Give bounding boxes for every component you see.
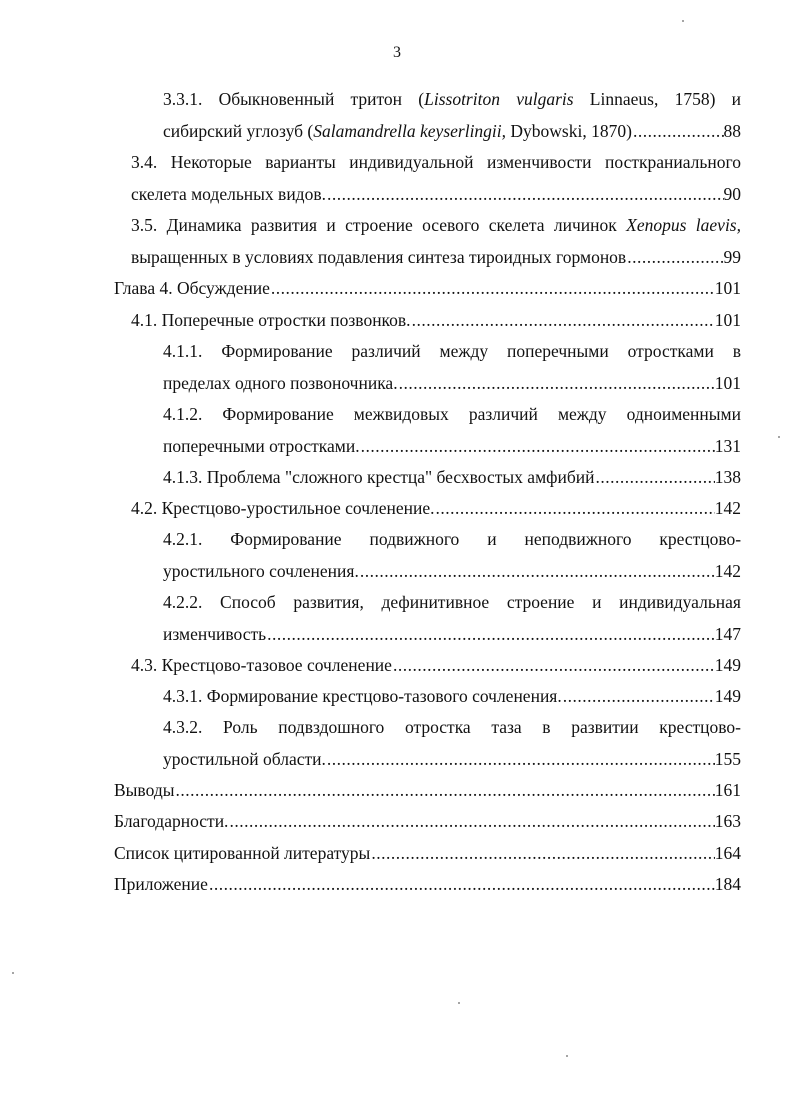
leader-dots: [562, 681, 715, 711]
leader-dots: [392, 650, 715, 680]
toc-page-number: 101: [714, 373, 741, 393]
toc-entry-line: Список цитированной литературы ..... 164: [114, 838, 741, 868]
toc-page-number: 149: [714, 686, 741, 706]
toc-entry-line: скелета модельных видов. ..... 90: [131, 179, 741, 209]
toc-entry-line: 4.1.3. Проблема "сложного крестца" бесхвостых амфибий ..... 138: [163, 462, 741, 492]
toc-entry-line: Глава 4. Обсуждение ..... 101: [114, 273, 741, 303]
leader-dots: [174, 775, 714, 805]
toc-entry-4-1-2[interactable]: [163, 399, 741, 463]
toc-page-number: 147: [714, 624, 741, 644]
leader-dots: [326, 179, 724, 209]
toc-page-number: 155: [714, 749, 741, 769]
toc-entry-line: Благодарности. ..... 163: [114, 806, 741, 836]
leader-dots: [270, 273, 715, 303]
scan-speck: [682, 20, 684, 22]
toc-entry-line: Выводы ..... 161: [114, 775, 741, 805]
toc-entry-4-2[interactable]: [131, 493, 741, 525]
leader-dots: [208, 869, 715, 899]
toc-entry-4-1[interactable]: [131, 305, 741, 337]
toc-entry-3-4[interactable]: [131, 147, 741, 211]
toc-entry-line: поперечными отростками. ..... 131: [163, 431, 741, 461]
toc-page-number: 90: [723, 184, 741, 204]
toc-entry-line: 4.1. Поперечные отростки позвонков. ..... 101: [131, 305, 741, 335]
toc-entry-chapter-4[interactable]: [114, 273, 741, 305]
page-number: 3: [393, 44, 401, 61]
leader-dots: [228, 806, 714, 836]
scan-speck: [778, 436, 780, 438]
toc-entry-3-3-1[interactable]: [163, 84, 741, 148]
toc-entry-4-2-1[interactable]: [163, 524, 741, 588]
toc-entry-line: пределах одного позвоночника. ..... 101: [163, 368, 741, 398]
leader-dots: [594, 462, 714, 492]
toc-page-number: 163: [714, 811, 741, 831]
toc-entry-line: сибирский углозуб (Salamandrella keyserlingii, Dybowski, 1870) ..... 88: [163, 116, 741, 146]
toc-entry-4-1-3[interactable]: [163, 462, 741, 494]
toc-page-number: 101: [714, 310, 741, 330]
toc-entry-line: 3.4. Некоторые варианты индивидуальной изменчивости посткраниального: [131, 152, 741, 172]
toc-page-number: 142: [714, 498, 741, 518]
leader-dots: [326, 744, 715, 774]
leader-dots: [266, 619, 715, 649]
toc-page-number: 99: [723, 247, 741, 267]
toc-entry-line: 4.1.1. Формирование различий между поперечными отростками в: [163, 341, 742, 361]
toc-entry-4-3-2[interactable]: [163, 712, 741, 776]
toc-entry-acknowledgements[interactable]: [114, 806, 741, 838]
scan-speck: [12, 972, 14, 974]
leader-dots: [360, 431, 715, 461]
toc-entry-line: 4.3.2. Роль подвздошного отростка таза в развитии крестцово-: [163, 717, 741, 737]
toc-entry-line: 4.2. Крестцово-уростильное сочленение. ..... 142: [131, 493, 741, 523]
leader-dots: [370, 838, 714, 868]
toc-entry-line: 4.1.2. Формирование межвидовых различий между одноименными: [163, 404, 741, 424]
leader-dots: [632, 116, 724, 146]
toc-entry-line: 4.3. Крестцово-тазовое сочленение ..... 149: [131, 650, 741, 680]
toc-page-number: 142: [714, 561, 741, 581]
toc-page-number: 88: [723, 121, 741, 141]
toc-entry-line: выращенных в условиях подавления синтеза тироидных гормонов ..... 99: [131, 242, 741, 272]
toc-page-number: 138: [714, 467, 741, 487]
toc-entry-line: уростильного сочленения. ..... 142: [163, 556, 741, 586]
scan-speck: [458, 1002, 460, 1004]
toc-entry-line: 4.2.1. Формирование подвижного и неподвижного крестцово-: [163, 529, 742, 549]
leader-dots: [411, 305, 715, 335]
toc-page-number: 184: [714, 874, 741, 894]
toc-entry-line: 4.2.2. Способ развития, дефинитивное строение и индивидуальная: [163, 592, 741, 612]
toc-page-number: 164: [714, 843, 741, 863]
toc-entry-4-3-1[interactable]: [163, 681, 741, 713]
toc-entry-line: изменчивость ..... 147: [163, 619, 741, 649]
toc-page-number: 131: [714, 436, 741, 456]
leader-dots: [626, 242, 723, 272]
toc-entry-4-1-1[interactable]: [163, 336, 741, 400]
toc-entry-line: 4.3.1. Формирование крестцово-тазового сочленения. ..... 149: [163, 681, 741, 711]
toc-page-number: 101: [714, 278, 741, 298]
scan-speck: [566, 1055, 568, 1057]
toc-entry-4-3[interactable]: [131, 650, 741, 682]
toc-entry-4-2-2[interactable]: [163, 587, 741, 651]
leader-dots: [359, 556, 715, 586]
toc-page-number: 149: [714, 655, 741, 675]
toc-entry-references[interactable]: [114, 838, 741, 870]
leader-dots: [398, 368, 715, 398]
leader-dots: [435, 493, 715, 523]
toc-entry-line: 3.3.1. Обыкновенный тритон (Lissotriton vulgaris Linnaeus, 1758) и: [163, 89, 741, 109]
toc-page-number: 161: [714, 780, 741, 800]
toc-entry-appendix[interactable]: [114, 869, 741, 901]
toc-entry-line: Приложение ..... 184: [114, 869, 741, 899]
toc-entry-line: 3.5. Динамика развития и строение осевого скелета личинок Xenopus laevis,: [131, 215, 741, 235]
toc-entry-conclusions[interactable]: [114, 775, 741, 807]
toc-entry-3-5[interactable]: [131, 210, 741, 274]
toc-entry-line: уростильной области. ..... 155: [163, 744, 741, 774]
